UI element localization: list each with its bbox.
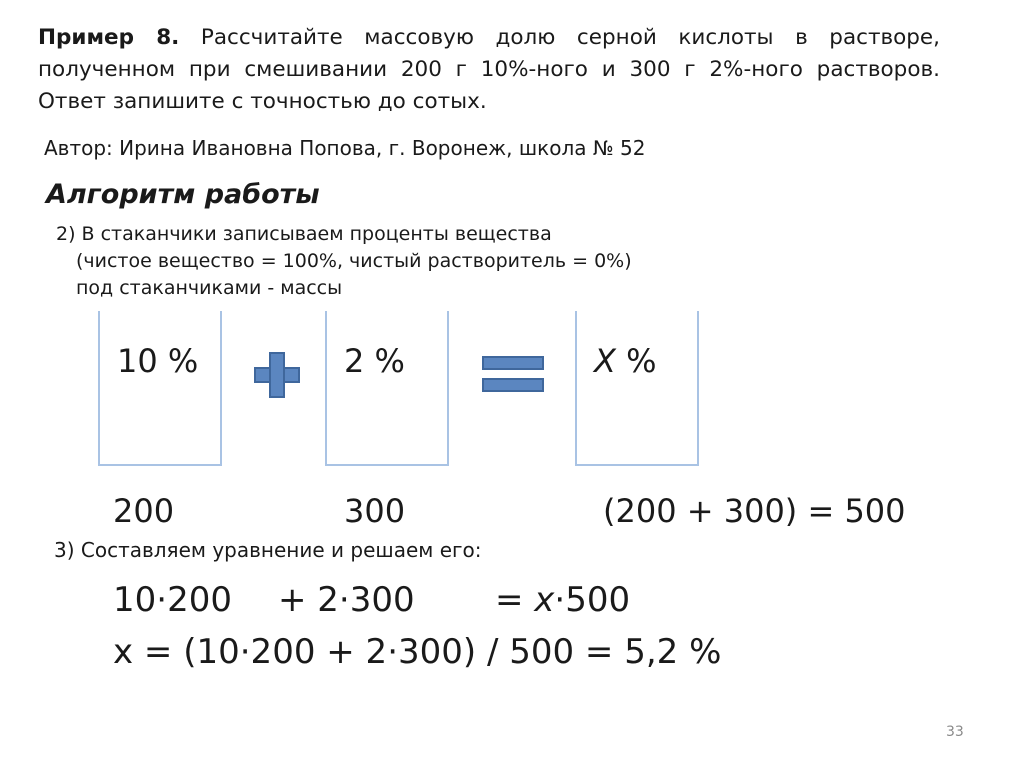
equation-right — [495, 580, 630, 620]
cup-1 — [98, 311, 222, 466]
step-2 — [56, 221, 632, 302]
cup-2 — [325, 311, 449, 466]
step-2-line-3: под стаканчиками - массы — [76, 277, 343, 299]
mass-1: 200 — [113, 492, 175, 530]
task-statement — [38, 22, 940, 118]
equation-term-1: 10·200 — [113, 580, 232, 620]
page-number: 33 — [946, 724, 964, 740]
step-2-line-1: 2) В стаканчики записываем проценты вещества — [56, 223, 552, 245]
equals-icon — [482, 356, 544, 392]
mass-2: 300 — [344, 492, 406, 530]
cup-3 — [575, 311, 699, 466]
equation-right-term: ·500 — [554, 580, 631, 620]
step-3: 3) Составляем уравнение и решаем его: — [54, 538, 482, 562]
cup-1-percent: 10 % — [117, 342, 199, 380]
author-line: Автор: Ирина Ивановна Попова, г. Воронеж, школа № 52 — [44, 136, 646, 160]
cup-3-percent-sign: % — [615, 342, 657, 380]
step-2-line-2: (чистое вещество = 100%, чистый растворитель = 0%) — [76, 250, 632, 272]
solution-line: x = (10·200 + 2·300) / 500 = 5,2 % — [113, 632, 722, 672]
equation-eq-sign: = — [495, 580, 535, 620]
equation-variable: x — [534, 580, 555, 620]
cup-3-percent — [594, 342, 657, 380]
mass-total: (200 + 300) = 500 — [603, 492, 906, 530]
equation-term-2: + 2·300 — [278, 580, 415, 620]
plus-icon — [254, 352, 300, 398]
algorithm-title: Алгоритм работы — [46, 179, 320, 210]
task-text: Рассчитайте массовую долю серной кислоты в растворе, полученном при смешивании 200 г 10%-ного и 300 г 2%-ного растворов. Ответ запишите с точностью до сотых. — [38, 25, 940, 114]
task-label: Пример 8. — [38, 25, 180, 50]
cup-3-percent-variable: X — [594, 342, 616, 380]
cup-2-percent: 2 % — [344, 342, 405, 380]
